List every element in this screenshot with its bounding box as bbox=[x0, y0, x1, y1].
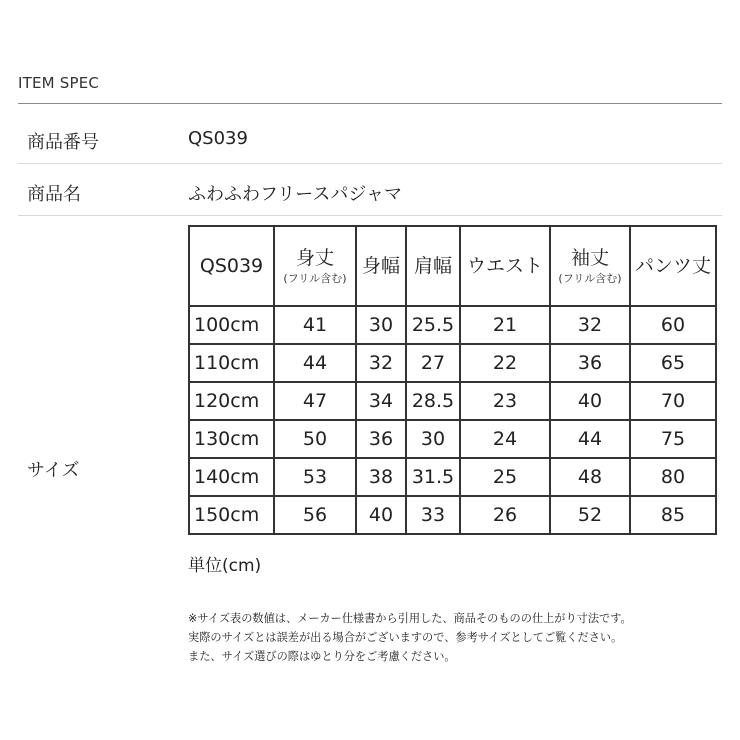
table-header-cell bbox=[189, 226, 274, 306]
product-name-label: 商品名 bbox=[27, 184, 81, 205]
measurement-cell: 24 bbox=[460, 420, 550, 458]
measurement-cell: 40 bbox=[356, 496, 406, 534]
table-row bbox=[189, 420, 716, 458]
measurement-cell: 28.5 bbox=[406, 382, 460, 420]
measurement-cell: 85 bbox=[630, 496, 716, 534]
measurement-cell: 25 bbox=[460, 458, 550, 496]
header-sublabel: (フリル含む) bbox=[558, 272, 622, 285]
table-header-cell bbox=[630, 226, 716, 306]
header-label: パンツ丈 bbox=[634, 255, 711, 277]
table-row bbox=[189, 382, 716, 420]
table-header-cell bbox=[460, 226, 550, 306]
size-cell: 130cm bbox=[189, 420, 274, 458]
measurement-cell: 52 bbox=[550, 496, 630, 534]
product-name-value: ふわふわフリースパジャマ bbox=[188, 184, 403, 205]
measurement-cell: 50 bbox=[274, 420, 356, 458]
measurement-cell: 44 bbox=[550, 420, 630, 458]
measurement-cell: 34 bbox=[356, 382, 406, 420]
header-label: QS039 bbox=[199, 255, 264, 277]
measurement-cell: 36 bbox=[550, 344, 630, 382]
measurement-cell: 31.5 bbox=[406, 458, 460, 496]
measurement-cell: 26 bbox=[460, 496, 550, 534]
table-row bbox=[189, 458, 716, 496]
measurement-cell: 33 bbox=[406, 496, 460, 534]
size-table bbox=[188, 225, 717, 535]
measurement-cell: 53 bbox=[274, 458, 356, 496]
table-header-cell bbox=[406, 226, 460, 306]
header-label: 袖丈 bbox=[570, 247, 609, 269]
measurement-cell: 32 bbox=[550, 306, 630, 344]
measurement-cell: 70 bbox=[630, 382, 716, 420]
measurement-cell: 40 bbox=[550, 382, 630, 420]
table-header-cell bbox=[274, 226, 356, 306]
measurement-cell: 27 bbox=[406, 344, 460, 382]
table-row bbox=[189, 306, 716, 344]
product-code-value: QS039 bbox=[188, 128, 248, 149]
section-divider bbox=[18, 103, 722, 104]
measurement-cell: 48 bbox=[550, 458, 630, 496]
size-cell: 150cm bbox=[189, 496, 274, 534]
measurement-cell: 32 bbox=[356, 344, 406, 382]
measurement-cell: 30 bbox=[356, 306, 406, 344]
table-header-row bbox=[189, 226, 716, 306]
note-line: また、サイズ選びの際はゆとり分をご考慮ください。 bbox=[188, 650, 456, 663]
size-notes bbox=[188, 609, 632, 666]
measurement-cell: 30 bbox=[406, 420, 460, 458]
measurement-cell: 21 bbox=[460, 306, 550, 344]
header-label: ウエスト bbox=[466, 255, 543, 277]
measurement-cell: 75 bbox=[630, 420, 716, 458]
measurement-cell: 47 bbox=[274, 382, 356, 420]
measurement-cell: 22 bbox=[460, 344, 550, 382]
table-header-cell bbox=[356, 226, 406, 306]
size-label: サイズ bbox=[27, 460, 80, 481]
row-divider bbox=[18, 163, 722, 164]
header-label: 身丈 bbox=[295, 247, 334, 269]
measurement-cell: 38 bbox=[356, 458, 406, 496]
measurement-cell: 25.5 bbox=[406, 306, 460, 344]
header-sublabel: (フリル含む) bbox=[283, 272, 347, 285]
header-label: 身幅 bbox=[361, 255, 400, 277]
measurement-cell: 80 bbox=[630, 458, 716, 496]
row-divider bbox=[18, 215, 722, 216]
measurement-cell: 56 bbox=[274, 496, 356, 534]
measurement-cell: 60 bbox=[630, 306, 716, 344]
section-title: ITEM SPEC bbox=[18, 74, 100, 92]
size-cell: 120cm bbox=[189, 382, 274, 420]
table-row bbox=[189, 344, 716, 382]
header-label: 肩幅 bbox=[413, 255, 452, 277]
size-cell: 140cm bbox=[189, 458, 274, 496]
size-cell: 100cm bbox=[189, 306, 274, 344]
measurement-cell: 23 bbox=[460, 382, 550, 420]
size-cell: 110cm bbox=[189, 344, 274, 382]
measurement-cell: 41 bbox=[274, 306, 356, 344]
table-row bbox=[189, 496, 716, 534]
product-code-label: 商品番号 bbox=[27, 132, 99, 153]
note-line: 実際のサイズとは誤差が出る場合がございますので、参考サイズとしてご覧ください。 bbox=[188, 631, 623, 644]
measurement-cell: 44 bbox=[274, 344, 356, 382]
measurement-cell: 65 bbox=[630, 344, 716, 382]
measurement-cell: 36 bbox=[356, 420, 406, 458]
table-header-cell bbox=[550, 226, 630, 306]
note-line: ※サイズ表の数値は、メーカー仕様書から引用した、商品そのものの仕上がり寸法です。 bbox=[188, 612, 632, 625]
unit-note: 単位(cm) bbox=[188, 556, 262, 576]
